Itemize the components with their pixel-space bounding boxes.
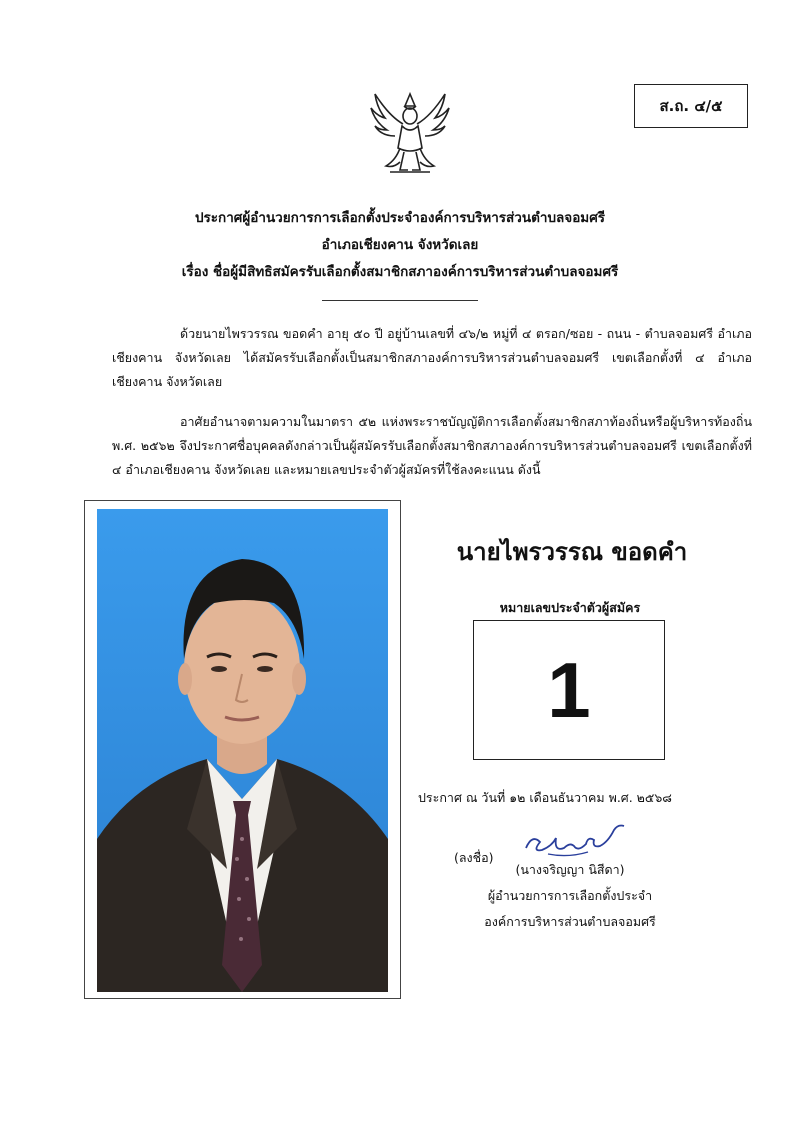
heading-line-1: ประกาศผู้อำนวยการการเลือกตั้งประจำองค์การบริหารส่วนตำบลจอมศรี: [194, 210, 606, 226]
heading-line-3: เรื่อง ชื่อผู้มีสิทธิสมัครรับเลือกตั้งสมาชิกสภาองค์การบริหารส่วนตำบลจอมศรี: [181, 264, 619, 280]
signature-prefix: (ลงชื่อ): [454, 850, 494, 865]
body-paragraph-1: [112, 322, 752, 394]
candidate-number-label: หมายเลขประจำตัวผู้สมัคร: [499, 600, 641, 615]
form-code: ส.ถ. ๔/๕: [659, 97, 723, 115]
body-paragraph-1-text: ด้วยนายไพรวรรณ ขอดคำ อายุ ๕๐ ปี อยู่บ้านเลขที่ ๔๖/๒ หมู่ที่ ๔ ตรอก/ซอย - ถนน - ตำบลจอมศรี อำเภอเชียงคาน จังหวัดเลย ได้สมัครรับเลือกตั้งเป็นสมาชิกสภาองค์การบริหารส่วนตำบลจอมศรี เขตเลือกตั้งที่ ๔ อำเภอเชียงคาน จังหวัดเลย: [112, 326, 752, 389]
body-paragraph-2: [112, 410, 752, 482]
candidate-photo: [97, 509, 388, 992]
candidate-number-box: [473, 620, 665, 760]
heading-divider: [322, 300, 478, 301]
signer-title-line-1: ผู้อำนวยการการเลือกตั้งประจำ: [487, 888, 653, 903]
garuda-emblem-icon: [360, 86, 460, 186]
handwritten-signature: [518, 824, 638, 864]
announcement-date: ประกาศ ณ วันที่ ๑๒ เดือนธันวาคม พ.ศ. ๒๕๖๘: [418, 790, 672, 805]
form-code-box: [634, 84, 748, 128]
signer-title-line-2: องค์การบริหารส่วนตำบลจอมศรี: [484, 914, 656, 929]
candidate-name: นายไพรวรรณ ขอดคำ: [456, 538, 688, 566]
candidate-number: 1: [547, 645, 591, 734]
body-paragraph-2-text: อาศัยอำนาจตามความในมาตรา ๕๒ แห่งพระราชบัญญัติการเลือกตั้งสมาชิกสภาท้องถิ่นหรือผู้บริหารท้องถิ่น พ.ศ. ๒๕๖๒ จึงประกาศชื่อบุคคลดังกล่าวเป็นผู้สมัครรับเลือกตั้งสมาชิกสภาองค์การบริหารส่วนตำบลจอมศรี เขตเลือกตั้งที่ ๔ อำเภอเชียงคาน จังหวัดเลย และหมายเลขประจำตัวผู้สมัครที่ใช้ลงคะแนน ดังนี้: [112, 414, 752, 477]
signer-name: (นางจริญญา นิสีดา): [515, 862, 625, 877]
heading-line-2: อำเภอเชียงคาน จังหวัดเลย: [321, 237, 479, 253]
candidate-photo-frame: [84, 500, 401, 999]
